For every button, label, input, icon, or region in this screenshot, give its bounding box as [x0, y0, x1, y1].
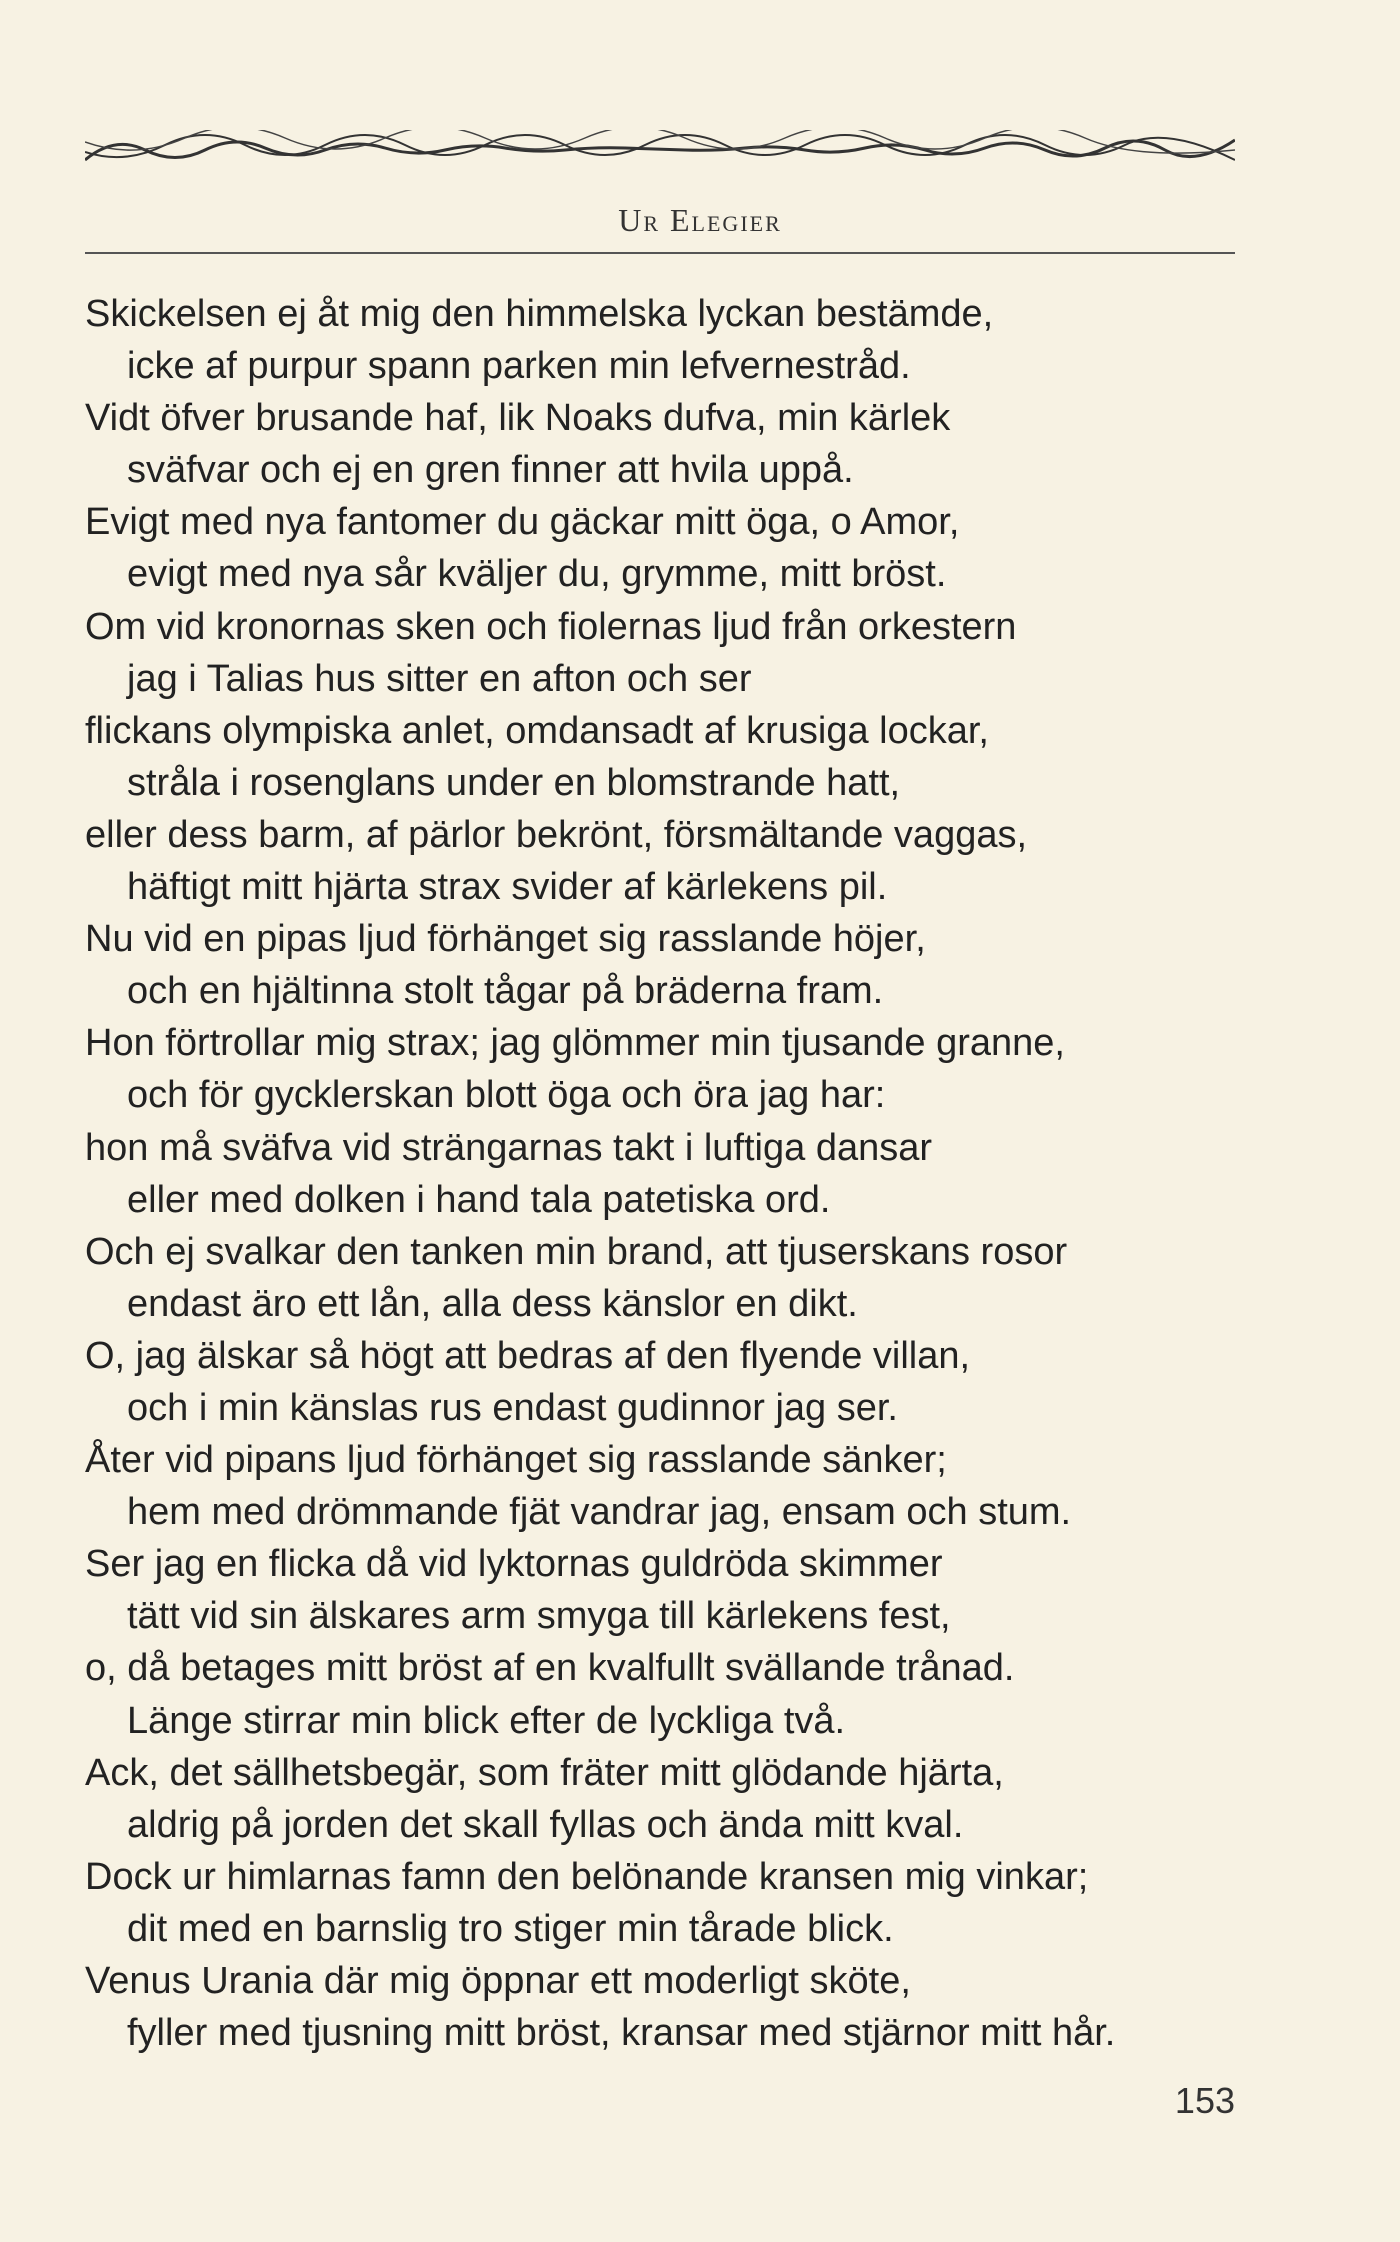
poem-line: dit med en barnslig tro stiger min tårade blick.	[127, 1907, 894, 1950]
poem-line: Dock ur himlarnas famn den belönande kransen mig vinkar;	[85, 1855, 1089, 1898]
poem-line: o, då betages mitt bröst af en kvalfullt svällande trånad.	[85, 1647, 1015, 1690]
poem-line: Evigt med nya fantomer du gäckar mitt öga, o Amor,	[85, 501, 960, 544]
poem-line: tätt vid sin älskares arm smyga till kärlekens fest,	[127, 1595, 951, 1638]
poem-line: sväfvar och ej en gren finner att hvila uppå.	[127, 449, 854, 492]
poem-line: häftigt mitt hjärta strax svider af kärlekens pil.	[127, 866, 888, 909]
poem-line: eller med dolken i hand tala patetiska ord.	[127, 1178, 831, 1221]
poem-line: och i min känslas rus endast gudinnor jag ser.	[127, 1386, 898, 1429]
poem-line: och en hjältinna stolt tågar på bräderna fram.	[127, 970, 884, 1013]
poem-line: hon må sväfva vid strängarnas takt i luftiga dansar	[85, 1126, 933, 1169]
poem-line: Skickelsen ej åt mig den himmelska lyckan bestämde,	[85, 293, 994, 335]
poem-line: aldrig på jorden det skall fyllas och ända mitt kval.	[127, 1803, 964, 1846]
poem-body	[85, 288, 1265, 2059]
poem-line: och för gycklerskan blott öga och öra jag har:	[127, 1074, 886, 1117]
poem-line: Åter vid pipans ljud förhänget sig rasslande sänker;	[85, 1439, 947, 1482]
header-rule	[85, 252, 1235, 254]
poem-line: Ack, det sällhetsbegär, som fräter mitt glödande hjärta,	[85, 1751, 1004, 1794]
running-head: Ur Elegier	[618, 202, 782, 238]
poem-line: jag i Talias hus sitter en afton och ser	[127, 657, 752, 700]
poem-line: Venus Urania där mig öppnar ett moderligt sköte,	[85, 1960, 911, 2002]
poem-line: Om vid kronornas sken och fiolernas ljud från orkestern	[85, 605, 1017, 648]
poem-line: fyller med tjusning mitt bröst, kransar med stjärnor mitt hår.	[127, 2012, 1116, 2055]
page-number: 153	[1174, 2080, 1235, 2121]
poem-line: Och ej svalkar den tanken min brand, att tjuserskans rosor	[85, 1230, 1068, 1273]
poem-line: hem med drömmande fjät vandrar jag, ensam och stum.	[127, 1491, 1072, 1534]
poem-line: stråla i rosenglans under en blomstrande hatt,	[127, 761, 901, 804]
poem-line: flickans olympiska anlet, omdansadt af krusiga lockar,	[85, 709, 989, 752]
poem-line: Vidt öfver brusande haf, lik Noaks dufva, min kärlek	[85, 397, 951, 440]
poem-line: Länge stirrar min blick efter de lyckliga två.	[127, 1699, 846, 1742]
poem-line: icke af purpur spann parken min lefvernestråd.	[127, 345, 911, 388]
poem-line: Nu vid en pipas ljud förhänget sig rasslande höjer,	[85, 918, 926, 961]
poem-line: evigt med nya sår kväljer du, grymme, mitt bröst.	[127, 553, 947, 596]
poem-line: Ser jag en flicka då vid lyktornas guldröda skimmer	[85, 1543, 943, 1586]
scroll-wave-ornament-icon	[85, 130, 1235, 170]
poem-line: eller dess barm, af pärlor bekrönt, försmältande vaggas,	[85, 813, 1028, 856]
poem-line: endast äro ett lån, alla dess känslor en dikt.	[127, 1282, 858, 1325]
poem-line: Hon förtrollar mig strax; jag glömmer min tjusande granne,	[85, 1022, 1065, 1065]
poem-line: O, jag älskar så högt att bedras af den flyende villan,	[85, 1334, 971, 1377]
